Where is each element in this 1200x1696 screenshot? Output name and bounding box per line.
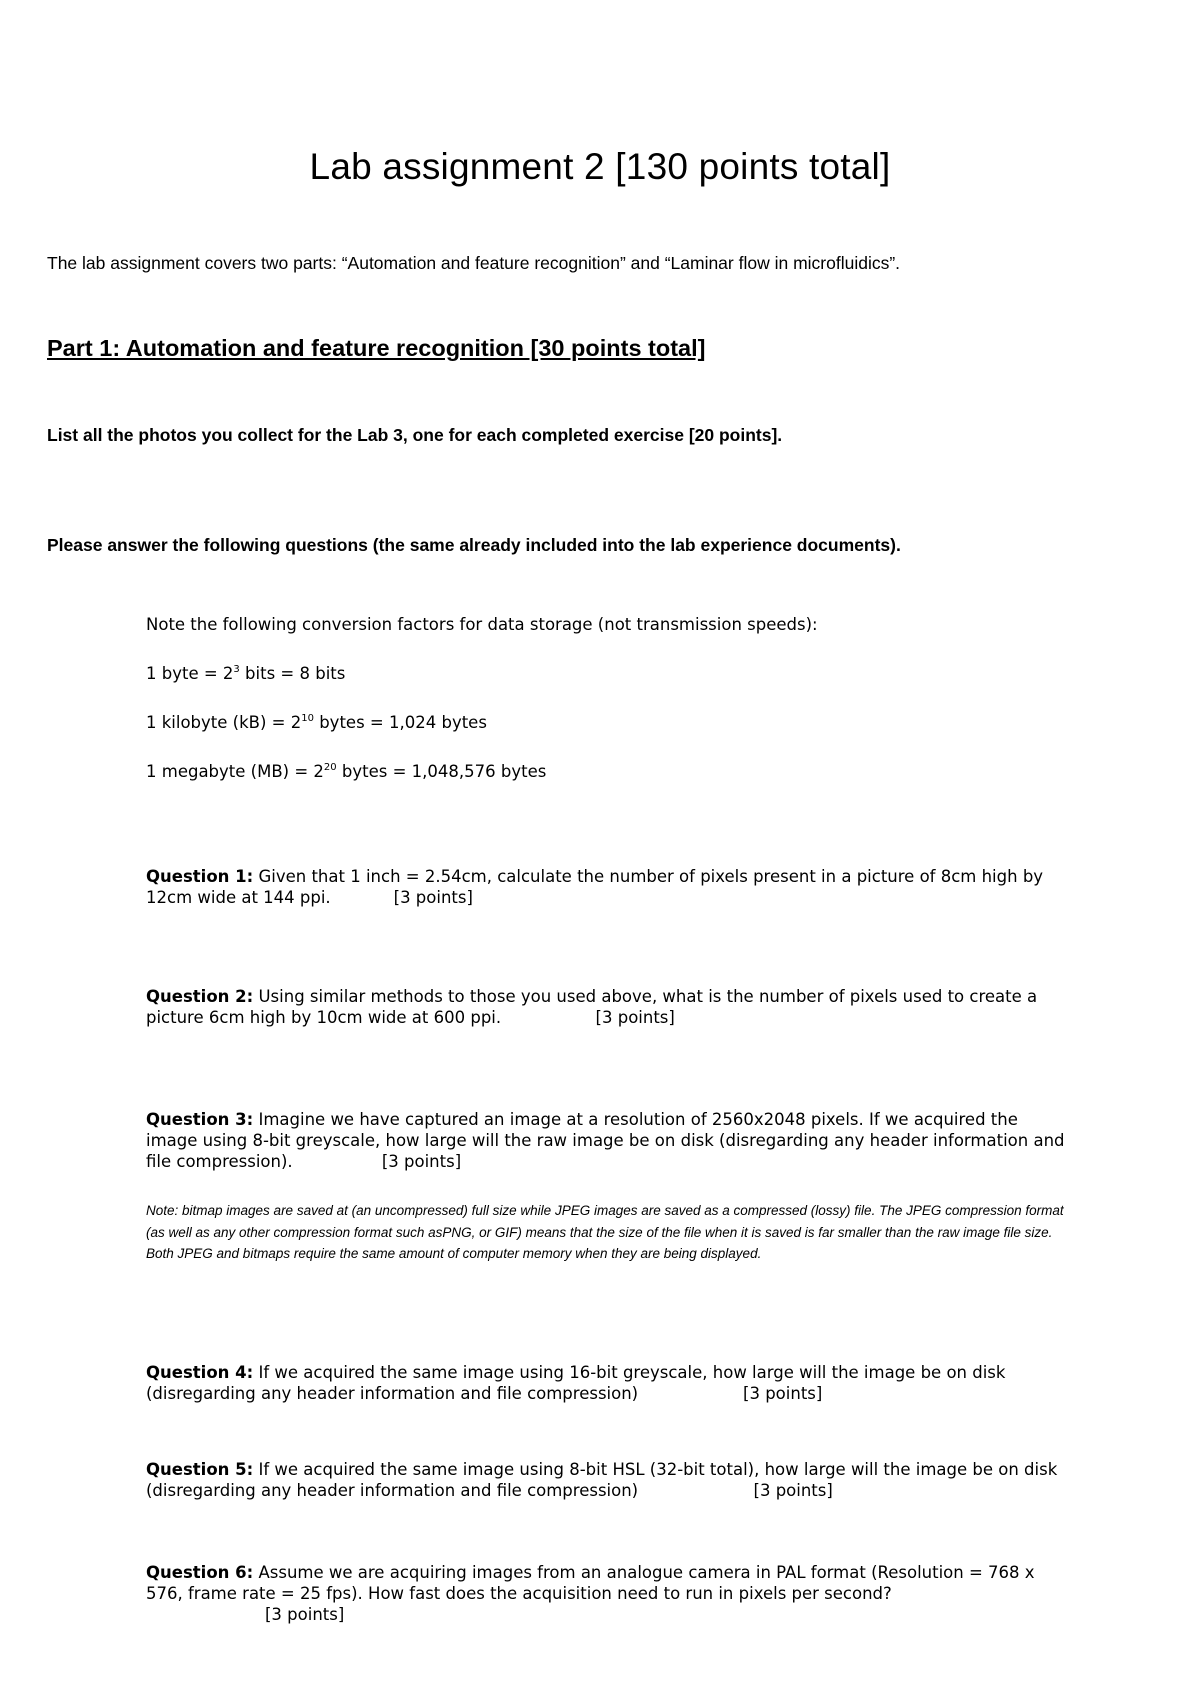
question-3-label: Question 3: [146,1110,254,1129]
question-1-text: Given that 1 inch = 2.54cm, calculate the number of pixels present in a picture of 8cm high by 12cm wide at 144 ppi. [146,867,1044,907]
conversion-intro: Note the following conversion factors for data storage (not transmission speeds): [146,615,818,634]
question-3-points: [3 points] [292,1152,462,1171]
conversion-megabyte-lhs: 1 megabyte (MB) = 2 [146,762,324,781]
conversion-byte-lhs: 1 byte = 2 [146,664,234,683]
question-3-text: Imagine we have captured an image at a resolution of 2560x2048 pixels. If we acquired the image using 8-bit greyscale, how large will the raw image be on disk (disregarding any header information and file compression). [146,1110,1065,1171]
question-1 [146,866,1066,908]
question-2 [146,986,1066,1028]
question-5 [146,1459,1066,1501]
question-5-text: If we acquired the same image using 8-bit HSL (32-bit total), how large will the image be on disk (disregarding any header information and file compression) [146,1460,1058,1500]
question-6-points: [3 points] [265,1605,345,1624]
bitmap-jpeg-note: Note: bitmap images are saved at (an uncompressed) full size while JPEG images are saved as a compressed (lossy) file. The JPEG compression format (as well as any other compression format such asPNG, or GIF) means that the size of the file when it is saved is far smaller than the raw image file size. Both JPEG and bitmaps require the same amount of computer memory when they are being displayed. [146,1203,1064,1261]
photos-instruction: List all the photos you collect for the Lab 3, one for each completed exercise [20 points]. [47,425,783,445]
question-2-label: Question 2: [146,987,254,1006]
question-6-body [146,1562,1066,1604]
question-4 [146,1362,1066,1404]
conversion-megabyte-rhs: bytes = 1,048,576 bytes [336,762,547,781]
intro-paragraph: The lab assignment covers two parts: “Automation and feature recognition” and “Laminar flow in microfluidics”. [47,253,901,273]
question-4-label: Question 4: [146,1363,254,1382]
questions-instruction: Please answer the following questions (the same already included into the lab experience documents). [47,535,901,555]
document-title: Lab assignment 2 [130 points total] [309,146,891,187]
question-6-label: Question 6: [146,1563,254,1582]
conversion-kilobyte-rhs: bytes = 1,024 bytes [313,713,487,732]
question-5-label: Question 5: [146,1460,254,1479]
question-1-points: [3 points] [330,888,473,907]
question-4-text: If we acquired the same image using 16-bit greyscale, how large will the image be on disk (disregarding any header information and file compression) [146,1363,1006,1403]
conversion-byte-rhs: bits = 8 bits [239,664,346,683]
question-4-points: [3 points] [638,1384,823,1403]
conversion-kilobyte-lhs: 1 kilobyte (kB) = 2 [146,713,302,732]
question-2-points: [3 points] [501,1008,675,1027]
conversion-kilobyte-exp: 10 [301,713,314,724]
conversion-megabyte-exp: 20 [323,762,337,773]
question-3 [146,1109,1066,1172]
question-6 [146,1562,1066,1625]
question-5-points: [3 points] [638,1481,833,1500]
conversion-byte [146,663,345,684]
part1-heading: Part 1: Automation and feature recognition [30 points total] [47,335,706,361]
question-1-label: Question 1: [146,867,254,886]
question-2-text: Using similar methods to those you used above, what is the number of pixels used to create a picture 6cm high by 10cm wide at 600 ppi. [146,987,1038,1027]
conversion-megabyte [146,761,546,782]
question-6-text: Assume we are acquiring images from an analogue camera in PAL format (Resolution = 768 x 576, frame rate = 25 fps). How fast does the acquisition need to run in pixels per second? [146,1563,1035,1603]
conversion-byte-exp: 3 [233,664,240,675]
question-6-points-line [146,1604,1066,1625]
conversion-kilobyte [146,712,487,733]
